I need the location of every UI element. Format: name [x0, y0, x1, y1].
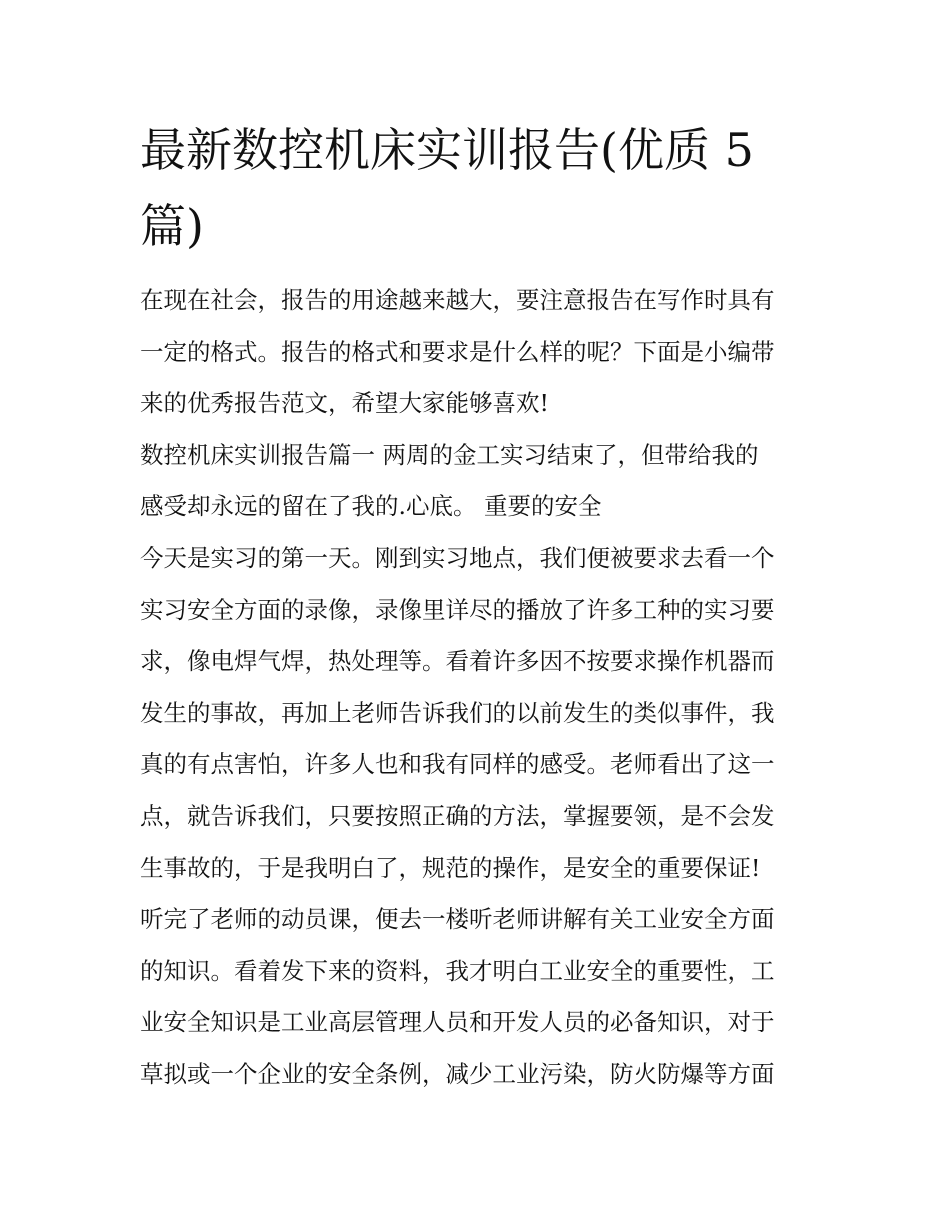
body-line-6: 今天是实习的第一天。刚到实习地点，我们便被要求去看一个 [140, 543, 775, 572]
body-line-2: 一定的格式。报告的格式和要求是什么样的呢？下面是小编带 [140, 337, 775, 366]
title-line-1: 最新数控机床实训报告(优质 5 [140, 123, 754, 177]
body-line-12: 生事故的，于是我明白了，规范的操作，是安全的重要保证! [140, 853, 761, 882]
body-line-11: 点，就告诉我们，只要按照正确的方法，掌握要领，是不会发 [140, 801, 775, 830]
document-title [140, 112, 820, 264]
body-line-16: 草拟或一个企业的安全条例，减少工业污染，防火防爆等方面 [140, 1059, 775, 1088]
body-line-4: 数控机床实训报告篇一 两周的金工实习结束了，但带给我的 [140, 440, 759, 469]
body-line-14: 的知识。看着发下来的资料，我才明白工业安全的重要性，工 [140, 956, 775, 985]
document-body [140, 278, 820, 1104]
body-line-7: 实习安全方面的录像，录像里详尽的播放了许多工种的实习要 [140, 595, 775, 624]
body-line-13: 听完了老师的动员课，便去一楼听老师讲解有关工业安全方面 [140, 905, 775, 934]
body-line-15: 业安全知识是工业高层管理人员和开发人员的必备知识，对于 [140, 1008, 775, 1037]
title-line-2: 篇) [140, 199, 204, 253]
body-line-10: 真的有点害怕，许多人也和我有同样的感受。老师看出了这一 [140, 750, 775, 779]
body-line-5: 感受却永远的留在了我的.心底。 重要的安全 [140, 492, 602, 521]
body-line-1: 在现在社会，报告的用途越来越大，要注意报告在写作时具有 [140, 286, 775, 314]
body-line-8: 求，像电焊气焊，热处理等。看着许多因不按要求操作机器而 [140, 647, 775, 676]
body-line-9: 发生的事故，再加上老师告诉我们的以前发生的类似事件，我 [140, 698, 775, 727]
body-line-3: 来的优秀报告范文，希望大家能够喜欢! [140, 389, 549, 418]
